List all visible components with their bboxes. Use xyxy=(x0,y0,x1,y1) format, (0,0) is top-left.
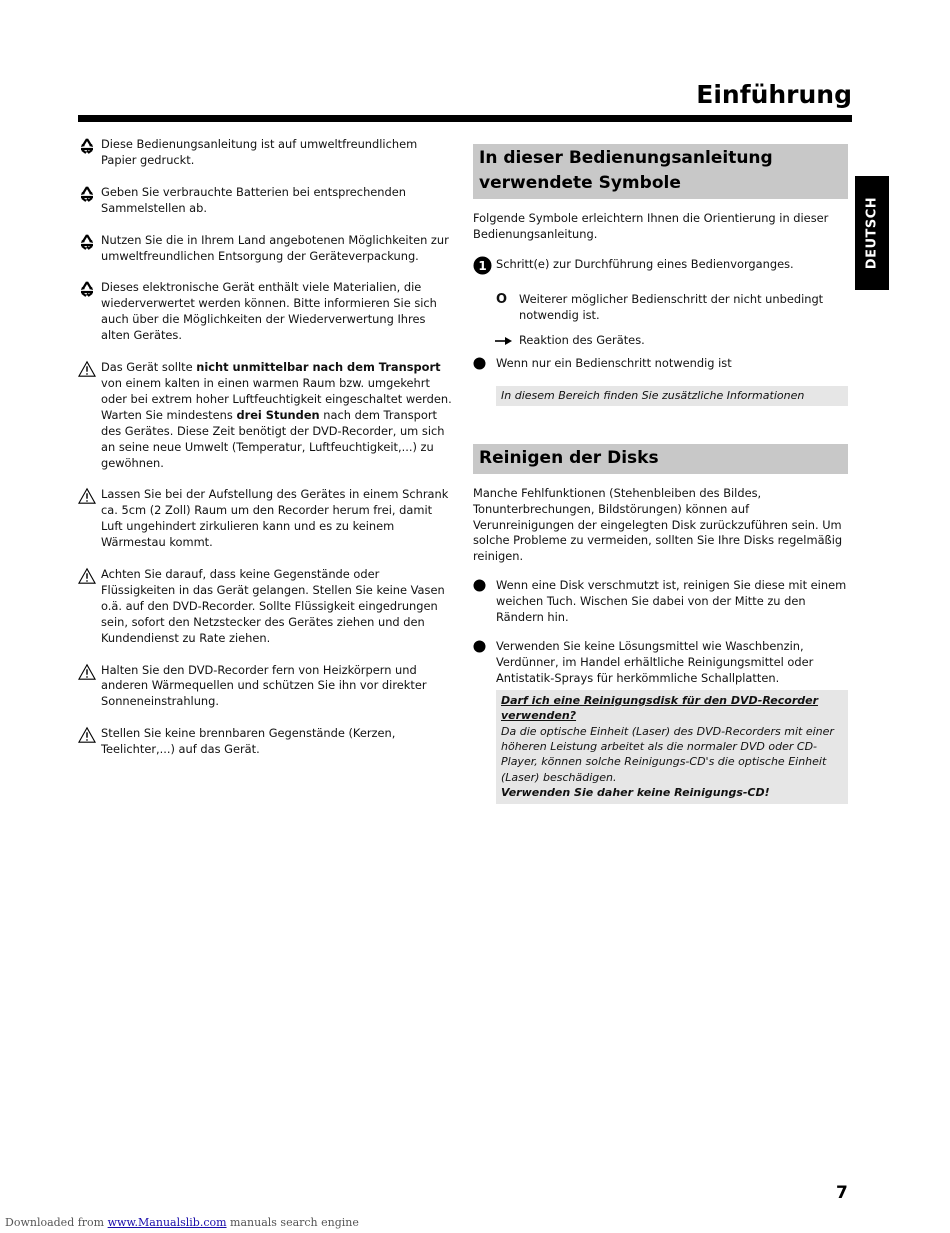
info-box-example xyxy=(496,386,848,405)
manualslib-link[interactable]: www.Manualslib.com xyxy=(107,1216,227,1229)
svg-text:1: 1 xyxy=(478,258,487,273)
download-footer xyxy=(5,1216,359,1229)
right-column xyxy=(473,144,848,804)
list-item xyxy=(78,663,453,711)
list-item xyxy=(473,639,848,687)
reaction-symbol-text: Reaktion des Gerätes. xyxy=(519,332,645,347)
recycle-note-3: Nutzen Sie die in Ihrem Land angebotenen Möglichkeiten zur umweltfreundlichen Entsorgung der Geräteverpackung. xyxy=(101,232,449,263)
warning-heat: Halten Sie den DVD-Recorder fern von Heizkörpern und anderen Wärmequellen und schützen Sie ihn vor direkter Sonneneinstrahlung. xyxy=(101,662,427,709)
recycle-note-1: Diese Bedienungsanleitung ist auf umweltfreundlichem Papier gedruckt. xyxy=(101,137,418,167)
step-symbol-row xyxy=(473,257,848,273)
title-rule xyxy=(78,115,852,122)
recycle-note-2: Geben Sie verbrauchte Batterien bei entsprechenden Sammelstellen ab. xyxy=(101,184,406,215)
info-warning: Verwenden Sie daher keine Reinigungs-CD! xyxy=(501,786,770,800)
step-number-icon xyxy=(473,256,492,275)
bullet-icon xyxy=(473,357,486,370)
cleaning-intro: Manche Fehlfunktionen (Stehenbleiben des Bildes, Tonunterbrechungen, Bildstörungen) können auf Verunreinigungen der eingelegten Disk zurückzuführen sein. Um solche Probleme zu vermeiden, sollten Sie Ihre Disks regelmäßig reinigen. xyxy=(473,485,843,564)
optional-symbol-text: Weiterer möglicher Bedienschritt der nicht unbedingt notwendig ist. xyxy=(519,291,824,322)
list-item xyxy=(473,578,848,626)
list-item xyxy=(78,185,453,217)
step-symbol-text: Schritt(e) zur Durchführung eines Bedienvorganges. xyxy=(496,256,794,271)
warning-flammable: Stellen Sie keine brennbaren Gegenstände (Kerzen, Teelichter,...) auf das Gerät. xyxy=(101,726,396,757)
recycle-icon xyxy=(78,280,96,298)
list-item xyxy=(78,233,453,265)
cleaning-heading: Reinigen der Disks xyxy=(473,444,848,474)
warning-transport: Das Gerät sollte nicht unmittelbar nach dem Transport von einem kalten in einen warmen Raum bzw. umgekehrt oder bei extrem hoher Luftfeuchtigkeit eingeschaltet werden. Warten Sie mindestens drei Stunden nach dem Transport des Gerätes. Diese Zeit benötigt der DVD-Recorder, um sich an seine neue Umwelt (Temperatur, Luftfeuchtigkeit,...) zu gewöhnen. xyxy=(101,360,452,470)
list-item xyxy=(78,280,453,344)
single-step-text: Wenn nur ein Bedienschritt notwendig ist xyxy=(496,356,732,371)
optional-step-icon: O xyxy=(496,291,508,307)
recycle-icon xyxy=(78,137,96,155)
language-tab xyxy=(855,176,889,290)
footer-suffix: manuals search engine xyxy=(226,1216,359,1229)
arrow-right-icon xyxy=(495,336,513,346)
info-question: Darf ich eine Reinigungsdisk für den DVD-Recorder verwenden? xyxy=(501,693,819,723)
left-column xyxy=(78,137,453,758)
warning-icon xyxy=(78,663,96,681)
list-item xyxy=(78,487,453,551)
page-title: Einführung xyxy=(696,80,852,109)
warning-icon xyxy=(78,567,96,585)
optional-symbol-row xyxy=(473,292,848,324)
reaction-symbol-row xyxy=(473,333,848,349)
list-item xyxy=(78,137,453,169)
list-item xyxy=(78,360,453,471)
recycle-icon xyxy=(78,185,96,203)
warning-liquids: Achten Sie darauf, dass keine Gegenstände oder Flüssigkeiten in das Gerät gelangen. Stellen Sie keine Vasen o.ä. auf den DVD-Recorder. Sollte Flüssigkeit eingedrungen sein, sofort den Netzstecker des Gerätes ziehen und den Kundendienst zu Rate ziehen. xyxy=(101,567,445,645)
warning-ventilation: Lassen Sie bei der Aufstellung des Gerätes in einem Schrank ca. 5cm (2 Zoll) Raum um den Recorder herum frei, damit Luft ungehindert zirkulieren kann und es zu keinem Wärmestau kommt. xyxy=(101,487,449,550)
cleaning-bullet-1: Wenn eine Disk verschmutzt ist, reinigen Sie diese mit einem weichen Tuch. Wischen Sie dabei von der Mitte zu den Rändern hin. xyxy=(496,578,847,625)
list-item xyxy=(78,567,453,647)
list-item xyxy=(78,726,453,758)
cleaning-bullet-2: Verwenden Sie keine Lösungsmittel wie Waschbenzin, Verdünner, im Handel erhältliche Reinigungsmittel oder Antistatik-Sprays für herkömmliche Schallplatten. xyxy=(496,639,814,685)
bullet-icon xyxy=(473,579,486,592)
warning-icon xyxy=(78,726,96,744)
recycle-icon xyxy=(78,233,96,251)
cleaning-info-box xyxy=(496,690,848,804)
language-tab-label: DEUTSCH xyxy=(864,196,880,270)
footer-prefix: Downloaded from xyxy=(5,1216,108,1229)
page-number: 7 xyxy=(836,1183,848,1203)
warning-icon xyxy=(78,360,96,378)
info-box-text: In diesem Bereich finden Sie zusätzliche Informationen xyxy=(501,389,805,403)
symbols-intro: Folgende Symbole erleichtern Ihnen die Orientierung in dieser Bedienungsanleitung. xyxy=(473,211,829,241)
symbols-heading: In dieser Bedienungsanleitung verwendete Symbole xyxy=(473,144,848,199)
warning-icon xyxy=(78,487,96,505)
info-body: Da die optische Einheit (Laser) des DVD-Recorders mit einer höheren Leistung arbeitet als die normaler DVD oder CD-Player, können solche Reinigungs-CD's die optische Einheit (Laser) beschädigen. xyxy=(501,724,834,784)
single-step-row xyxy=(473,356,848,372)
bullet-icon xyxy=(473,640,486,653)
recycle-note-4: Dieses elektronische Gerät enthält viele Materialien, die wiederverwertet werden können. Bitte informieren Sie sich auch über die Möglichkeiten der Wiederverwertung Ihres alten Gerätes. xyxy=(101,280,437,343)
